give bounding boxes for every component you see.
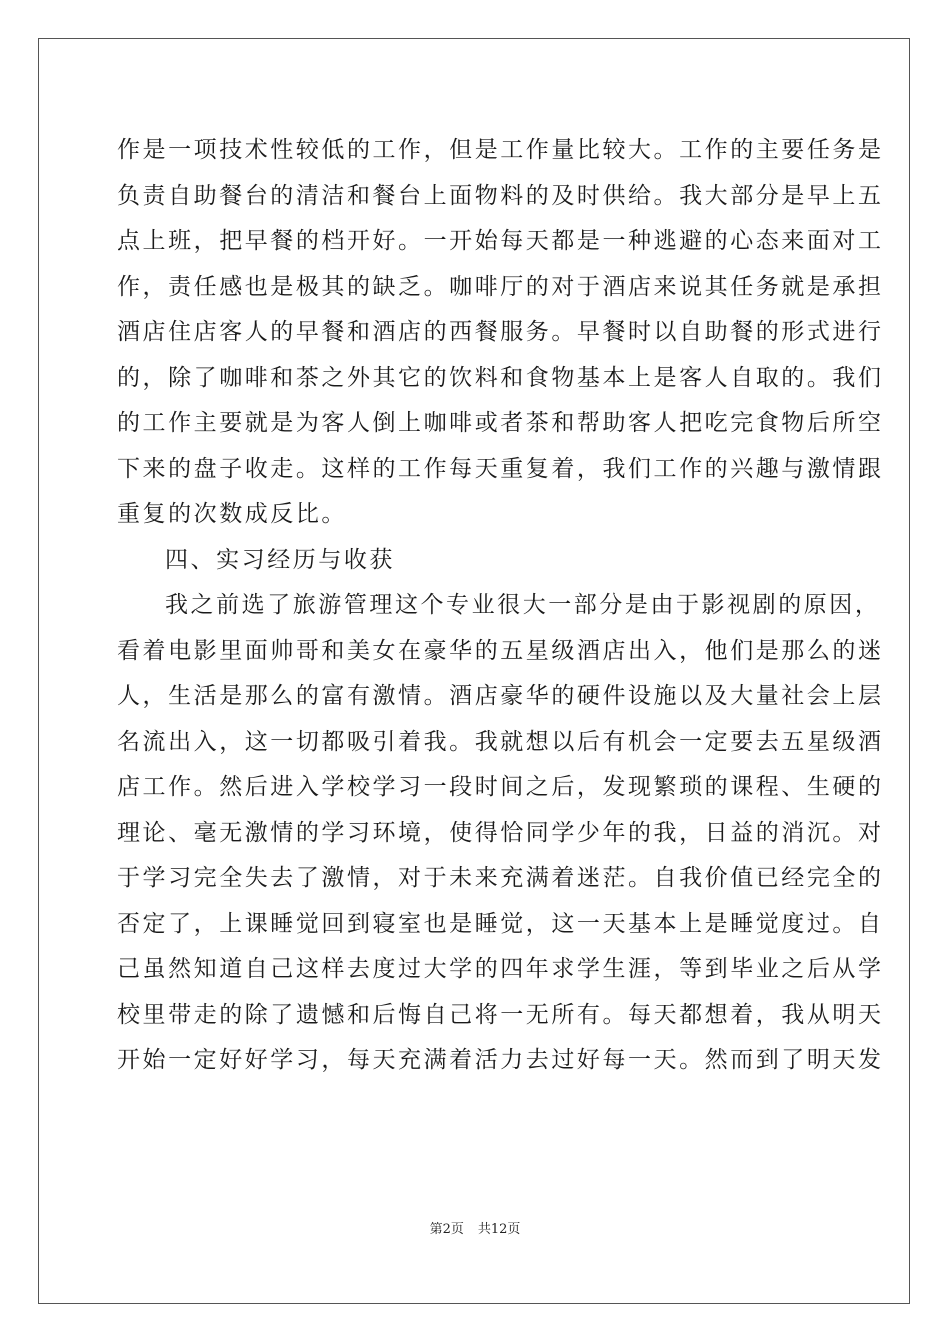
text-line: 的，除了咖啡和茶之外其它的饮料和食物基本上是客人自取的。我们 (117, 364, 884, 391)
text-line: 作，责任感也是极其的缺乏。咖啡厅的对于酒店来说其任务就是承担 (117, 273, 884, 300)
text-line: 负责自助餐台的清洁和餐台上面物料的及时供给。我大部分是早上五 (117, 182, 884, 209)
page-footer (0, 1218, 950, 1237)
document-body (117, 128, 884, 1084)
text-line: 己虽然知道自己这样去度过大学的四年求学生涯，等到毕业之后从学 (117, 956, 884, 982)
text-line: 开始一定好好学习，每天充满着活力去过好每一天。然而到了明天发 (117, 1047, 884, 1073)
text-line: 名流出入，这一切都吸引着我。我就想以后有机会一定要去五星级酒 (117, 728, 884, 755)
total-pages: 共12页 (477, 1222, 521, 1237)
text-line: 店工作。然后进入学校学习一段时间之后，发现繁琐的课程、生硬的 (117, 774, 884, 800)
text-line: 作是一项技术性较低的工作，但是工作量比较大。工作的主要任务是 (117, 137, 884, 163)
text-line: 酒店住店客人的早餐和酒店的西餐服务。早餐时以自助餐的形式进行 (117, 319, 884, 345)
text-line: 重复的次数成反比。 (117, 501, 347, 527)
text-line: 的工作主要就是为客人倒上咖啡或者茶和帮助客人把吃完食物后所空 (117, 410, 884, 436)
text-line: 否定了，上课睡觉回到寝室也是睡觉，这一天基本上是睡觉度过。自 (117, 910, 884, 937)
text-line: 我之前选了旅游管理这个专业很大一部分是由于影视剧的原因， (165, 592, 881, 618)
text-line: 四、实习经历与收获 (165, 546, 395, 573)
text-line: 看着电影里面帅哥和美女在豪华的五星级酒店出入，他们是那么的迷 (117, 637, 884, 664)
text-line: 理论、毫无激情的学习环境，使得恰同学少年的我，日益的消沉。对 (117, 819, 884, 846)
text-line: 人，生活是那么的富有激情。酒店豪华的硬件设施以及大量社会上层 (117, 683, 884, 709)
text-line: 于学习完全失去了激情，对于未来充满着迷茫。自我价值已经完全的 (117, 865, 884, 891)
text-line: 下来的盘子收走。这样的工作每天重复着，我们工作的兴趣与激情跟 (117, 455, 884, 482)
page-number: 第2页 (429, 1222, 464, 1237)
text-line: 校里带走的除了遗憾和后悔自己将一无所有。每天都想着，我从明天 (117, 1001, 884, 1028)
text-line: 点上班，把早餐的档开好。一开始每天都是一种逃避的心态来面对工 (117, 228, 884, 254)
